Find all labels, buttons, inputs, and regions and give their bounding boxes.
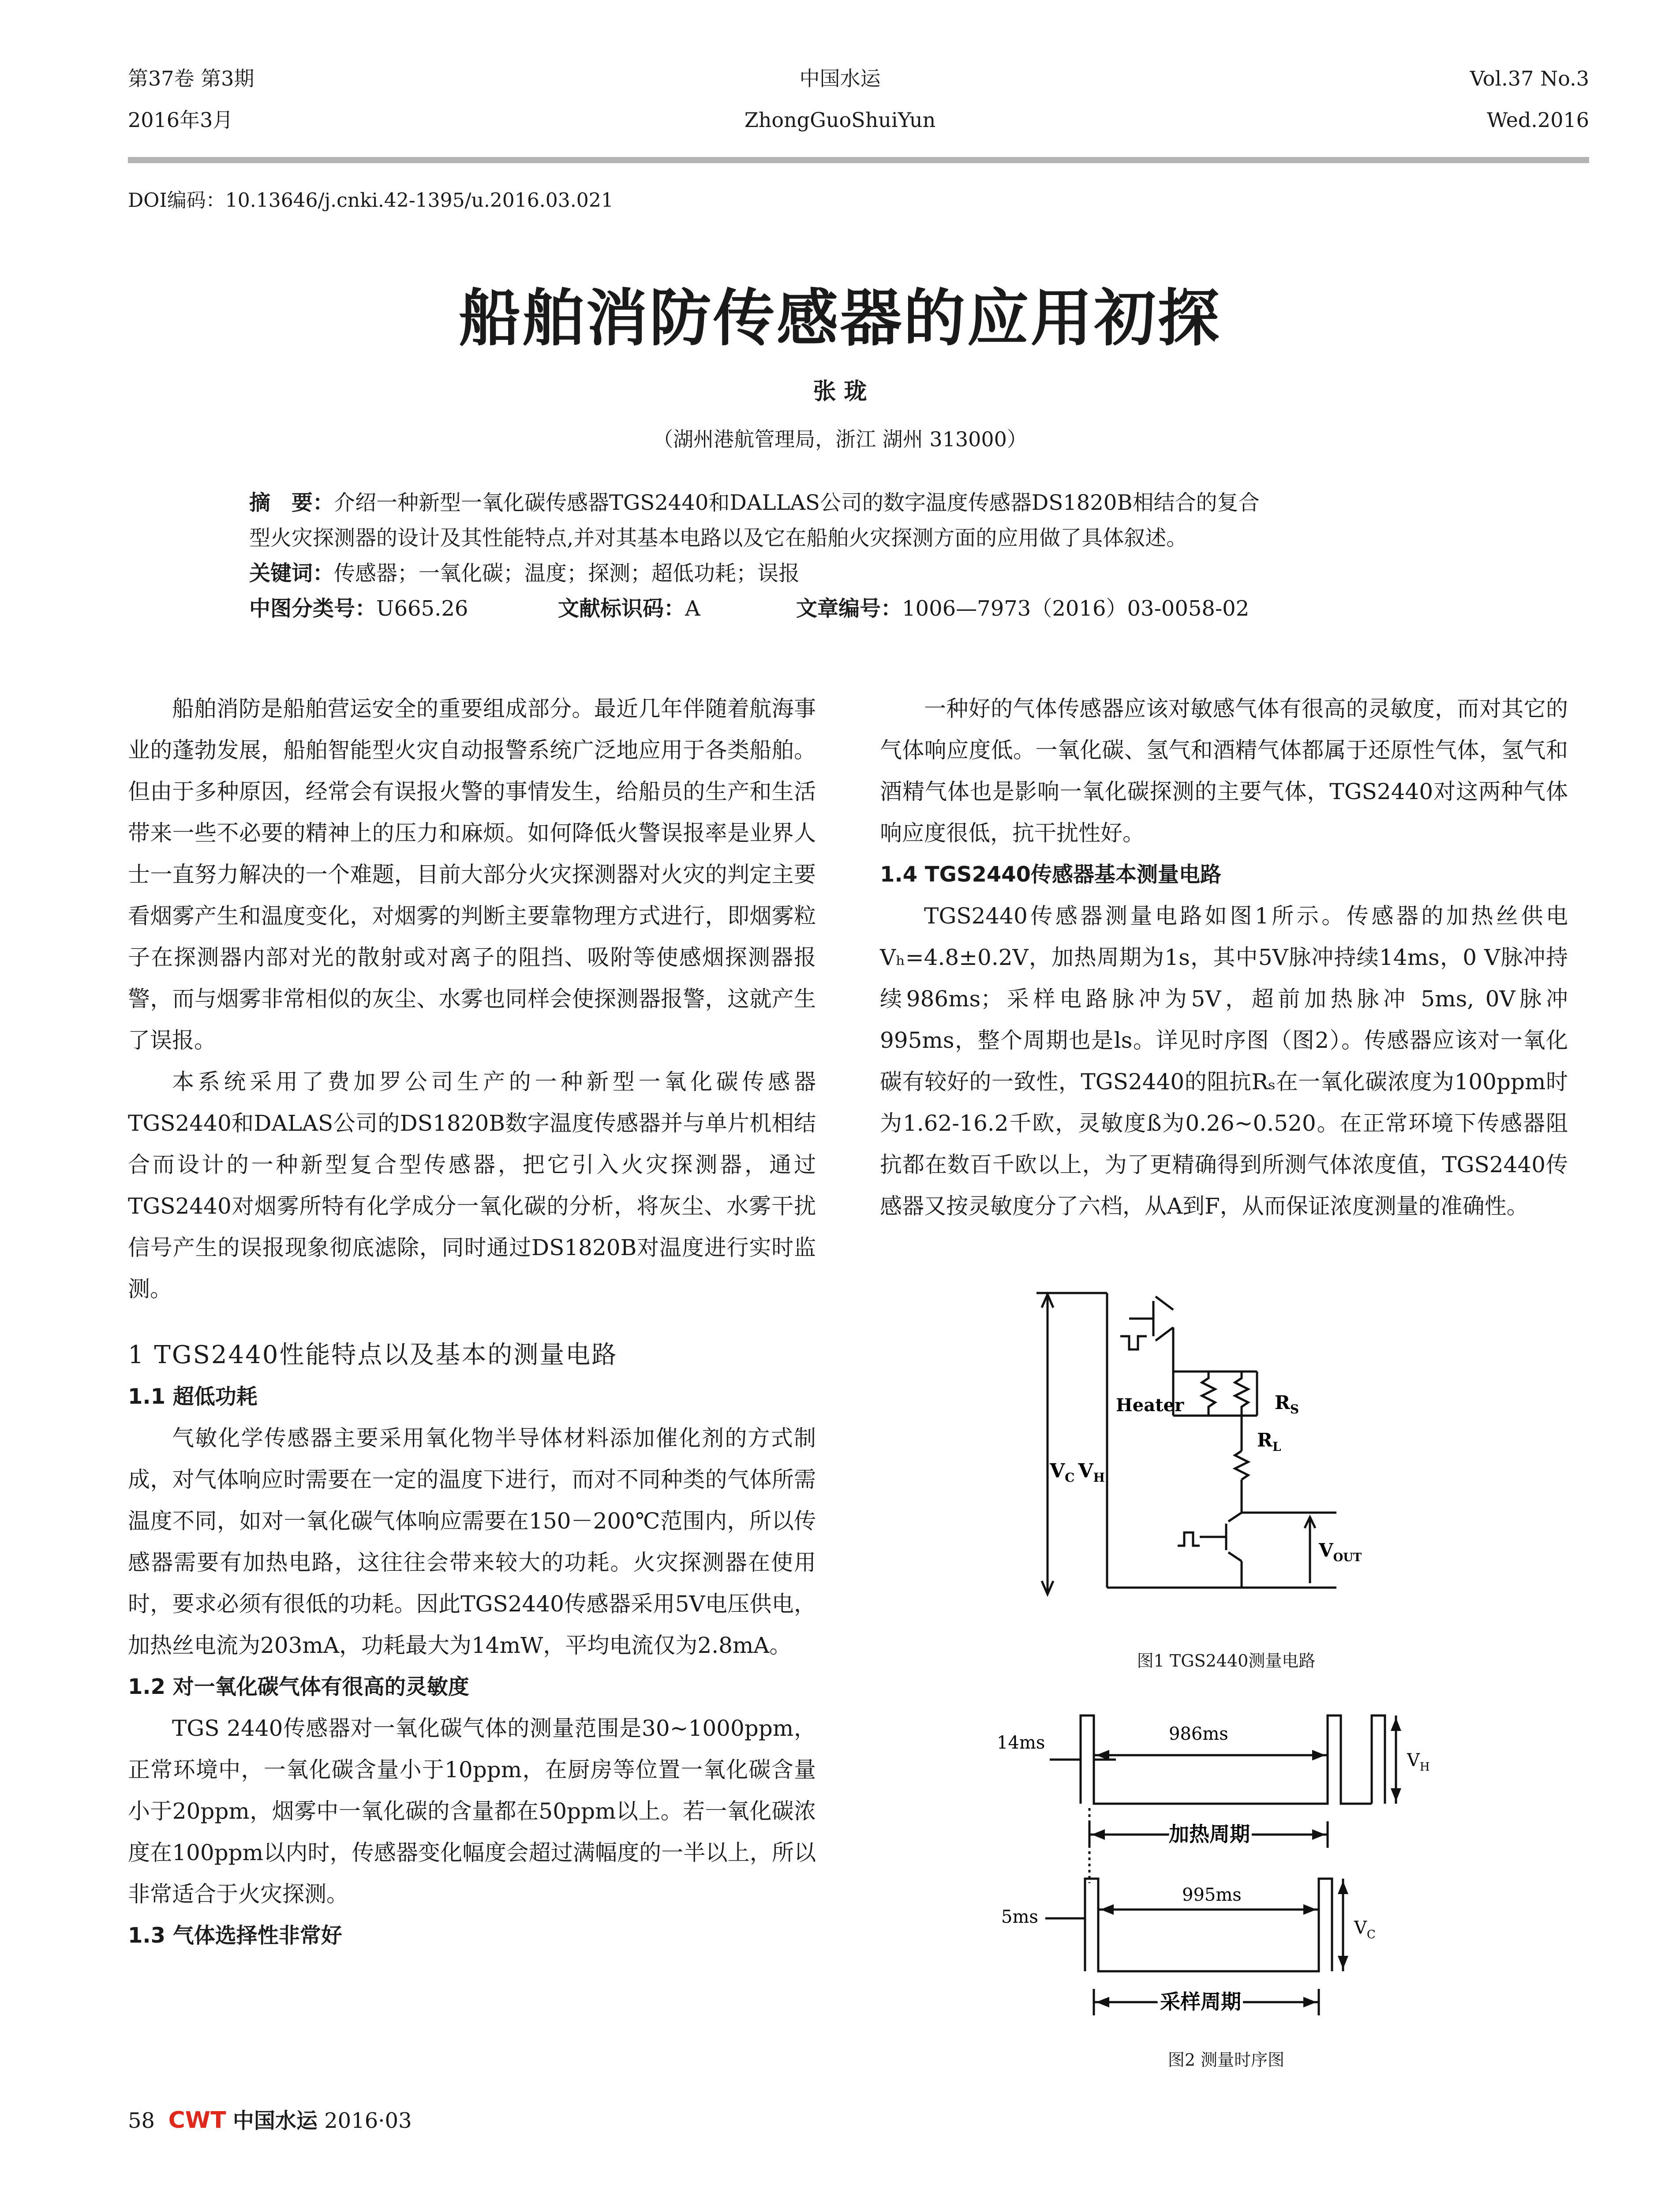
vh-label: $V_H$ <box>1407 1750 1430 1774</box>
vc-label: $V_C$ <box>1354 1918 1376 1941</box>
t995-label: 995ms <box>1182 1885 1242 1905</box>
classification-line: 中图分类号：U665.26 文献标识码：A 文章编号：1006—7973（2016）03-0058-02 <box>249 596 1250 621</box>
t986-label: 986ms <box>1169 1724 1228 1744</box>
header-date-cn: 2016年3月 <box>128 108 233 132</box>
abstract-block <box>249 485 1449 626</box>
footer-issue: 2016·03 <box>324 2108 412 2133</box>
keywords: 关键词：传感器；一氧化碳；温度；探测；超低功耗；误报 <box>249 561 800 586</box>
page-footer <box>128 2104 412 2134</box>
header-date-en: Wed.2016 <box>1487 108 1589 132</box>
abstract-line-2: 型火灾探测器的设计及其性能特点,并对其基本电路以及它在船舶火灾探测方面的应用做了具体叙述。 <box>249 526 1188 550</box>
section-1-1-heading: 1.1 超低功耗 <box>128 1384 258 1409</box>
header-vol-en: Vol.37 No.3 <box>1470 67 1589 90</box>
figure-1-caption: 图1 TGS2440测量电路 <box>1137 1651 1316 1671</box>
section-1-2-heading: 1.2 对一氧化碳气体有很高的灵敏度 <box>128 1674 469 1699</box>
header-journal-cn: 中国水运 <box>799 67 881 90</box>
heating-period-label: 加热周期 <box>1169 1822 1250 1846</box>
affiliation: （湖州港航管理局，浙江 湖州 313000） <box>653 427 1027 451</box>
left-column <box>128 688 816 1956</box>
left-para-2: 本系统采用了费加罗公司生产的一种新型一氧化碳传感器TGS2440和DALAS公司的DS1820B数字温度传感器并与单片机相结合而设计的一种新型复合型传感器，把它引入火灾探测器，通过TGS2440对烟雾所特有化学成分一氧化碳的分析，将灰尘、水雾干扰信号产生的误报现象彻底滤除，同时通过DS1820B对温度进行实时监测。 <box>128 1069 816 1302</box>
author: 张 珑 <box>813 378 867 405</box>
doi: DOI编码：10.13646/j.cnki.42-1395/u.2016.03.021 <box>128 189 614 212</box>
figure-1-circuit <box>1028 1283 1425 1627</box>
cwt-logo: CWT <box>168 2107 226 2134</box>
rl-label: $R_L$ <box>1257 1429 1281 1454</box>
heater-label: Heater <box>1116 1395 1184 1416</box>
figure-2-timing <box>984 1689 1469 2024</box>
section-1-4-heading: 1.4 TGS2440传感器基本测量电路 <box>880 862 1222 887</box>
section-1-3-heading: 1.3 气体选择性非常好 <box>128 1923 342 1948</box>
abstract-line-1: 摘 要：介绍一种新型一氧化碳传感器TGS2440和DALLAS公司的数字温度传感器DS1820B相结合的复合 <box>249 490 1260 515</box>
abstract-label: 摘 要： <box>249 490 334 515</box>
right-para-1: 一种好的气体传感器应该对敏感气体有很高的灵敏度，而对其它的气体响应度低。一氧化碳、氢气和酒精气体都属于还原性气体，氢气和酒精气体也是影响一氧化碳探测的主要气体，TGS2440对这两种气体响应度很低，抗干扰性好。 <box>880 696 1568 846</box>
rs-label: $R_S$ <box>1275 1392 1299 1416</box>
section-1-heading: 1 TGS2440性能特点以及基本的测量电路 <box>128 1341 618 1369</box>
page-number: 58 <box>128 2108 155 2133</box>
right-column <box>880 688 1568 1227</box>
left-para-4: TGS 2440传感器对一氧化碳气体的测量范围是30~1000ppm，正常环境中，一氧化碳含量小于10ppm，在厨房等位置一氧化碳含量小于20ppm，烟雾中一氧化碳的含量都在50ppm以上。若一氧化碳浓度在100ppm以内时，传感器变化幅度会超过满幅度的一半以上，所以非常适合于火灾探测。 <box>128 1715 816 1907</box>
header-rule <box>128 157 1589 163</box>
vc-vh-label: $V_C$ $V_H$ <box>1050 1460 1105 1485</box>
sampling-period-label: 采样周期 <box>1160 1990 1241 2014</box>
header-journal-en: ZhongGuoShuiYun <box>744 108 936 132</box>
footer-journal: 中国水运 <box>232 2108 318 2133</box>
right-para-2: TGS2440传感器测量电路如图1所示。传感器的加热丝供电Vₕ=4.8±0.2V，加热周期为1s，其中5V脉冲持续14ms，0 V脉冲持续986ms；采样电路脉冲为5V，超前加热脉冲 5ms, 0V脉冲995ms，整个周期也是ls。详见时序图（图2）。传感器应该对一氧化碳有较好的一致性，TGS2440的阻抗Rₛ在一氧化碳浓度为100ppm时为1.62-16.2千欧，灵敏度ß为0.26~0.520。在正常环境下传感器阻抗都在数百千欧以上，为了更精确得到所测气体浓度值，TGS2440传感器又按灵敏度分了六档，从A到F，从而保证浓度测量的准确性。 <box>880 903 1568 1219</box>
vout-label: $V_{OUT}$ <box>1319 1540 1362 1564</box>
t5-label: 5ms <box>1001 1907 1038 1927</box>
left-para-3: 气敏化学传感器主要采用氧化物半导体材料添加催化剂的方式制成，对气体响应时需要在一定的温度下进行，而对不同种类的气体所需温度不同，如对一氧化碳气体响应需要在150－200℃范围内，所以传感器需要有加热电路，这往往会带来较大的功耗。火灾探测器在使用时，要求必须有很低的功耗。因此TGS2440传感器采用5V电压供电，加热丝电流为203mA，功耗最大为14mW，平均电流仅为2.8mA。 <box>128 1425 816 1658</box>
paper-title: 船舶消防传感器的应用初探 <box>459 282 1221 355</box>
header-vol-cn: 第37卷 第3期 <box>128 67 254 90</box>
t14-label: 14ms <box>997 1733 1045 1753</box>
figure-2-caption: 图2 测量时序图 <box>1167 2050 1285 2070</box>
left-para-1: 船舶消防是船舶营运安全的重要组成部分。最近几年伴随着航海事业的蓬勃发展，船舶智能型火灾自动报警系统广泛地应用于各类船舶。但由于多种原因，经常会有误报火警的事情发生，给船员的生产和生活带来一些不必要的精神上的压力和麻烦。如何降低火警误报率是业界人士一直努力解决的一个难题，目前大部分火灾探测器对火灾的判定主要看烟雾产生和温度变化，对烟雾的判断主要靠物理方式进行，即烟雾粒子在探测器内部对光的散射或对离子的阻挡、吸附等使感烟探测器报警，而与烟雾非常相似的灰尘、水雾也同样会使探测器报警，这就产生了误报。 <box>128 696 816 1053</box>
